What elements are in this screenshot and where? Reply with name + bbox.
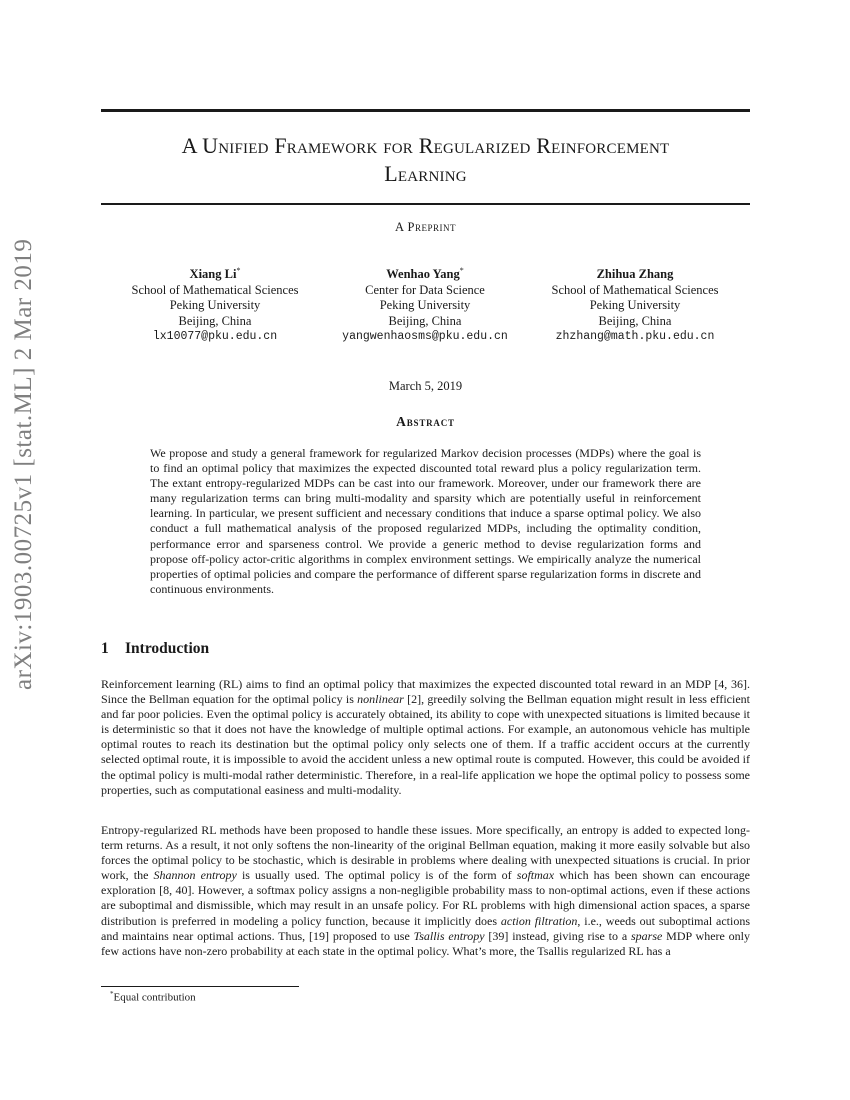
author-email[interactable]: zhzhang@math.pku.edu.cn	[555, 330, 715, 344]
body-paragraph: Reinforcement learning (RL) aims to find an optimal policy that maximizes the expected discounted total reward in an MDP [4, 36]. Since the Bellman equation for the optimal policy is nonlinear [2], greedily solving the Bellman equation might result in less efficient and far poor policies. Even the optimal policy is accurately obtained, its ability to cope with unexpected situations is limited because it is deterministic so that it does not have the knowledge of multiple optimal actions. For example, an autonomous vehicle has multiple optimal routes to reach its destination but the optimal policy only selects one of them. If a traffic accident occurs at the currently selected optimal route, it is impossible to avoid the accident unless a new optimal route is computed. However, this could be avoided if the optimal policy is multi-modal rather deterministic. Therefore, in a real-life application we hope the optimal policy to possess some properties, such as computational easiness and multi-modality.	[101, 677, 750, 797]
author-name: Zhihua Zhang	[596, 267, 674, 282]
title-line-2: Learning	[384, 161, 467, 186]
title-top-rule	[101, 109, 750, 112]
author-block	[110, 263, 320, 345]
section-title: Introduction	[125, 640, 210, 657]
author-email[interactable]: yangwenhaosms@pku.edu.cn	[342, 330, 508, 344]
author-affiliation: School of Mathematical Sciences	[131, 282, 299, 297]
author-name: Wenhao Yang*	[386, 266, 464, 282]
author-university: Peking University	[379, 298, 471, 313]
footnote: *Equal contribution	[110, 990, 196, 1004]
author-city: Beijing, China	[598, 313, 672, 328]
paper-date: March 5, 2019	[388, 379, 463, 393]
author-block	[320, 263, 530, 345]
author-affiliation: Center for Data Science	[365, 282, 485, 297]
footnote-rule	[101, 986, 299, 987]
author-block	[530, 263, 740, 345]
preprint-label: A Preprint	[395, 220, 456, 234]
paper-title	[101, 132, 750, 188]
title-line-1: A Unified Framework for Regularized Reinforcement	[181, 133, 670, 158]
section-heading	[101, 640, 209, 658]
author-email[interactable]: lx10077@pku.edu.cn	[152, 330, 278, 344]
author-name: Xiang Li*	[189, 266, 241, 282]
author-affiliation: School of Mathematical Sciences	[551, 282, 719, 297]
section-number: 1	[101, 640, 109, 657]
author-university: Peking University	[589, 298, 681, 313]
abstract-text: We propose and study a general framework for regularized Markov decision processes (MDPs) where the goal is to find an optimal policy that maximizes the expected discounted total reward plus a policy regularization term. The extant entropy-regularized MDPs can be cast into our framework. Moreover, under our framework there are many regularization terms can bring multi-modality and sparsity which are potentially useful in reinforcement learning. In particular, we present sufficient and necessary conditions that induce a sparse optimal policy. We also conduct a full mathematical analysis of the proposed regularized MDPs, including the optimality condition, performance error and sparseness control. We provide a generic method to devise regularization forms and propose off-policy actor-critic algorithms in complex environment settings. We empirically analyze the numerical properties of optimal policies and compare the performance of different sparse regularization forms in discrete and continuous environments.	[150, 446, 701, 596]
body-paragraph: Entropy-regularized RL methods have been proposed to handle these issues. More specifically, an entropy is added to expected long-term returns. As a result, it not only softens the non-linearity of the original Bellman equation, making it more easily solvable but also forces the optimal policy to be stochastic, which is desirable in problems where dealing with unexpected situations is crucial. In prior work, the Shannon entropy is usually used. The optimal policy is of the form of softmax which has been shown can encourage exploration [8, 40]. However, a softmax policy assigns a non-negligible probability mass to non-optimal actions, even if these actions are suboptimal and dismissible, which may result in an unsafe policy. For RL problems with high dimensional action spaces, a sparse distribution is preferred in modeling a policy function, because it implicitly does action filtration, i.e., weeds out suboptimal actions and maintains near optimal actions. Thus, [19] proposed to use Tsallis entropy [39] instead, giving rise to a sparse MDP where only few actions have non-zero probability at each state in the optimal policy. What’s more, the Tsallis regularized RL has a	[101, 823, 751, 958]
abstract-heading: Abstract	[396, 414, 455, 429]
author-university: Peking University	[169, 298, 261, 313]
author-city: Beijing, China	[388, 313, 462, 328]
title-bottom-rule	[101, 203, 750, 205]
arxiv-identifier: arXiv:1903.00725v1 [stat.ML] 2 Mar 2019	[10, 238, 37, 690]
author-city: Beijing, China	[178, 313, 252, 328]
